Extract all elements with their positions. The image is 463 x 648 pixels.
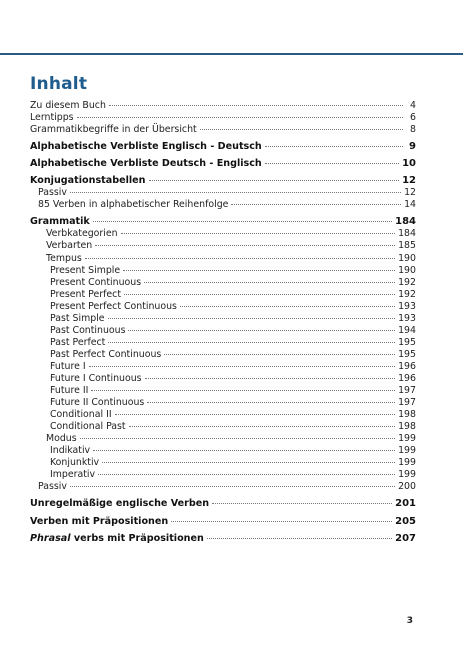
toc-entry-label: Past Perfect	[50, 336, 106, 348]
toc-entry[interactable]	[30, 187, 416, 199]
toc-entry-page: 193	[398, 312, 416, 324]
toc-entry[interactable]	[30, 469, 416, 481]
toc-entry[interactable]	[30, 349, 416, 361]
toc-entry[interactable]	[30, 373, 416, 385]
table-of-contents	[30, 100, 416, 545]
toc-entry-label: Future I Continuous	[50, 372, 142, 384]
toc-entry-label: Passiv	[38, 187, 67, 199]
dot-leader	[121, 233, 396, 234]
dot-leader	[108, 318, 396, 319]
toc-entry-label: Imperativ	[50, 469, 96, 481]
toc-entry-page: 192	[398, 276, 416, 288]
toc-entry-label: Past Continuous	[50, 324, 126, 336]
toc-entry-label: Zu diesem Buch	[30, 100, 106, 111]
toc-entry[interactable]	[30, 337, 416, 349]
toc-entry-page: 184	[398, 228, 416, 240]
dot-leader	[129, 426, 395, 427]
toc-entry-label: Conditional Past	[50, 421, 126, 433]
toc-entry[interactable]	[30, 253, 416, 265]
toc-entry[interactable]	[30, 313, 416, 325]
toc-chapter[interactable]	[30, 175, 416, 187]
toc-entry-label: Present Continuous	[50, 276, 142, 288]
dot-leader	[70, 486, 395, 487]
toc-entry-label: Past Simple	[50, 312, 105, 324]
toc-entry-page: 185	[398, 240, 416, 252]
toc-entry-page: 196	[398, 360, 416, 372]
toc-entry[interactable]	[30, 265, 416, 277]
toc-entry-label-rest: verbs mit Präpositionen	[70, 532, 204, 544]
toc-entry-page: 6	[410, 112, 416, 124]
toc-entry-page: 193	[398, 300, 416, 312]
toc-entry-page: 201	[395, 498, 416, 510]
toc-entry-page: 12	[404, 187, 416, 199]
toc-entry[interactable]	[30, 433, 416, 445]
toc-entry[interactable]	[30, 481, 416, 493]
toc-entry-label: Past Perfect Continuous	[50, 348, 162, 360]
header-rule	[0, 53, 463, 55]
toc-entry-page: 198	[398, 421, 416, 433]
toc-entry-page: 195	[398, 348, 416, 360]
toc-entry-page: 207	[395, 532, 416, 544]
toc-entry[interactable]	[30, 385, 416, 397]
toc-entry-page: 199	[398, 469, 416, 481]
toc-entry-label: Conditional II	[50, 409, 112, 421]
dot-leader	[108, 342, 395, 343]
dot-leader	[89, 366, 395, 367]
toc-entry[interactable]	[30, 409, 416, 421]
page-title: Inhalt	[30, 74, 88, 94]
dot-leader	[164, 354, 395, 355]
toc-entry-page: 184	[395, 216, 416, 228]
toc-entry-page: 190	[398, 252, 416, 264]
toc-entry-page: 198	[398, 409, 416, 421]
toc-chapter[interactable]	[30, 158, 416, 170]
dot-leader	[98, 474, 395, 475]
toc-entry-page: 4	[410, 100, 416, 111]
toc-entry[interactable]	[30, 277, 416, 289]
toc-entry-label: Future II Continuous	[50, 397, 145, 409]
dot-leader	[109, 105, 403, 106]
dot-leader	[171, 521, 392, 522]
toc-entry-label: Indikativ	[50, 445, 91, 457]
toc-chapter[interactable]	[30, 516, 416, 528]
toc-entry-label: Present Perfect Continuous	[50, 300, 177, 312]
toc-entry-page: 14	[404, 199, 416, 211]
toc-entry-label: Konjugationstabellen	[30, 175, 146, 187]
toc-entry-page: 199	[398, 433, 416, 445]
dot-leader	[102, 462, 395, 463]
toc-chapter[interactable]	[30, 141, 416, 153]
toc-entry-page: 192	[398, 288, 416, 300]
toc-chapter[interactable]	[30, 216, 416, 228]
dot-leader	[144, 282, 395, 283]
toc-entry-label: Future I	[50, 360, 86, 372]
dot-leader	[91, 390, 395, 391]
toc-entry-label: Verbarten	[46, 240, 93, 252]
toc-entry-label: Modus	[46, 433, 77, 445]
toc-entry[interactable]	[30, 445, 416, 457]
dot-leader	[80, 438, 395, 439]
toc-entry-label: Passiv	[38, 481, 67, 493]
toc-entry[interactable]	[30, 228, 416, 240]
toc-entry[interactable]	[30, 112, 416, 124]
toc-entry-page: 205	[395, 515, 416, 527]
toc-entry[interactable]	[30, 199, 416, 211]
toc-entry-page: 190	[398, 264, 416, 276]
dot-leader	[207, 538, 392, 539]
toc-entry-label: Grammatikbegriffe in der Übersicht	[30, 124, 197, 136]
toc-entry-page: 197	[398, 385, 416, 397]
dot-leader	[95, 245, 395, 246]
dot-leader	[265, 146, 403, 147]
toc-entry[interactable]	[30, 124, 416, 136]
toc-entry[interactable]	[30, 421, 416, 433]
toc-entry[interactable]	[30, 289, 416, 301]
dot-leader	[70, 192, 401, 193]
toc-entry-label: Lerntipps	[30, 112, 74, 124]
toc-entry-page: 199	[398, 457, 416, 469]
dot-leader	[180, 306, 395, 307]
toc-entry-page: 8	[410, 124, 416, 136]
toc-entry-label: Present Perfect	[50, 288, 121, 300]
toc-entry-label: Alphabetische Verbliste Deutsch - Englisch	[30, 158, 262, 170]
dot-leader	[128, 330, 395, 331]
dot-leader	[93, 450, 395, 451]
dot-leader	[200, 129, 403, 130]
toc-chapter[interactable]	[30, 533, 416, 545]
toc-entry-page: 195	[398, 336, 416, 348]
toc-entry-label: Unregelmäßige englische Verben	[30, 498, 210, 510]
dot-leader	[149, 180, 400, 181]
toc-entry[interactable]	[30, 100, 416, 112]
dot-leader	[85, 258, 395, 259]
toc-entry[interactable]	[30, 457, 416, 469]
dot-leader	[115, 414, 395, 415]
toc-entry-page: 12	[402, 175, 416, 187]
toc-entry-page: 200	[398, 481, 416, 493]
toc-entry-label: Present Simple	[50, 264, 121, 276]
toc-entry[interactable]	[30, 301, 416, 313]
dot-leader	[93, 221, 392, 222]
toc-entry-label: Future II	[50, 385, 89, 397]
toc-entry[interactable]	[30, 397, 416, 409]
dot-leader	[123, 270, 395, 271]
dot-leader	[212, 503, 392, 504]
dot-leader	[147, 402, 395, 403]
toc-entry-label: Tempus	[46, 252, 82, 264]
toc-entry-label-italic: Phrasal	[30, 532, 71, 544]
toc-entry-label: Grammatik	[30, 216, 90, 228]
toc-entry-page: 9	[409, 141, 416, 153]
toc-entry-label	[30, 533, 204, 545]
dot-leader	[77, 117, 403, 118]
toc-entry-page: 10	[402, 158, 416, 170]
toc-entry[interactable]	[30, 325, 416, 337]
toc-entry-label: Verbkategorien	[46, 228, 118, 240]
toc-entry-label: Konjunktiv	[50, 457, 100, 469]
page-number: 3	[406, 616, 413, 626]
toc-entry-label: 85 Verben in alphabetischer Reihenfolge	[38, 199, 229, 211]
dot-leader	[124, 294, 395, 295]
toc-entry-page: 194	[398, 324, 416, 336]
dot-leader	[231, 204, 401, 205]
toc-entry[interactable]	[30, 361, 416, 373]
toc-entry-page: 197	[398, 397, 416, 409]
toc-entry-label: Alphabetische Verbliste Englisch - Deutsch	[30, 141, 262, 153]
toc-chapter[interactable]	[30, 498, 416, 510]
dot-leader	[265, 163, 399, 164]
toc-entry[interactable]	[30, 240, 416, 252]
dot-leader	[145, 378, 396, 379]
toc-entry-page: 196	[398, 372, 416, 384]
toc-entry-page: 199	[398, 445, 416, 457]
toc-entry-label: Verben mit Präpositionen	[30, 515, 169, 527]
